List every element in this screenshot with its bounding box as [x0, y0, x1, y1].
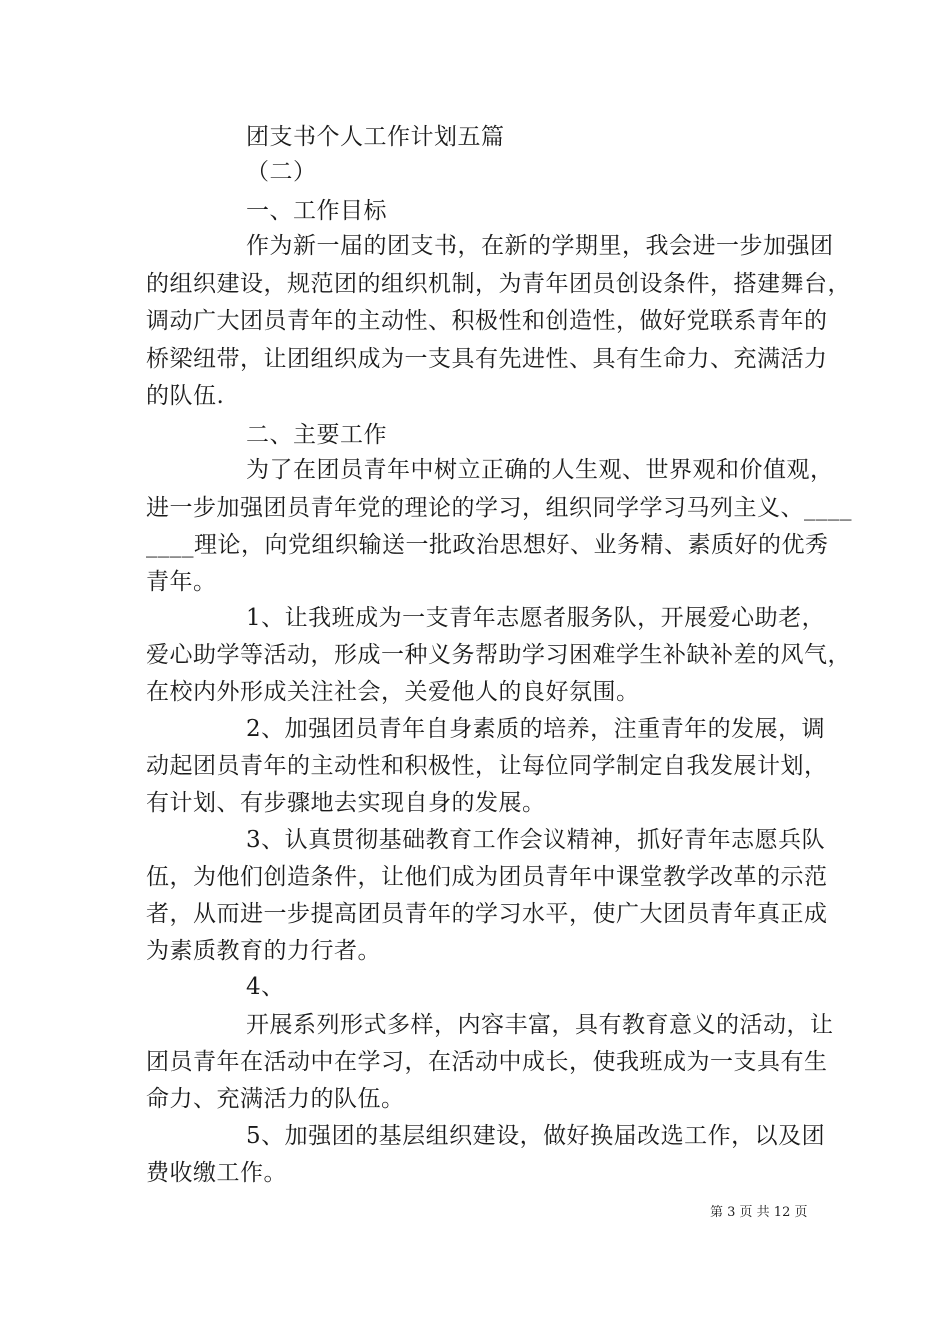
- list-item-line: 3、认真贯彻基础教育工作会议精神，抓好青年志愿兵队: [246, 827, 826, 853]
- list-item-line: 开展系列形式多样，内容丰富，具有教育意义的活动，让: [246, 1012, 834, 1038]
- paragraph-line: ____理论，向党组织输送一批政治思想好、业务精、素质好的优秀: [146, 532, 829, 558]
- list-item-line: 有计划、有步骤地去实现自身的发展。: [146, 790, 546, 816]
- list-item-line: 命力、充满活力的队伍。: [146, 1086, 405, 1112]
- paragraph-line: 的组织建设，规范团的组织机制，为青年团员创设条件，搭建舞台，: [146, 271, 851, 297]
- list-item-line: 2、加强团员青年自身素质的培养，注重青年的发展，调: [246, 716, 826, 742]
- heading-main-work: 二、主要工作: [246, 422, 387, 448]
- list-item-line: 5、加强团的基层组织建设，做好换届改选工作，以及团: [246, 1123, 826, 1149]
- page-number: 第 3 页 共 12 页: [710, 1205, 808, 1220]
- paragraph-line: 调动广大团员青年的主动性、积极性和创造性，做好党联系青年的: [146, 308, 828, 334]
- list-item-line: 动起团员青年的主动性和积极性，让每位同学制定自我发展计划，: [146, 753, 828, 779]
- list-item-number: 4、: [246, 974, 285, 1000]
- list-item-line: 1、让我班成为一支青年志愿者服务队，开展爱心助老，: [246, 605, 826, 631]
- heading-work-goals: 一、工作目标: [246, 198, 387, 224]
- list-item-line: 团员青年在活动中在学习，在活动中成长，使我班成为一支具有生: [146, 1049, 828, 1075]
- section-number: （二）: [246, 159, 317, 185]
- list-item-line: 为素质教育的力行者。: [146, 938, 381, 964]
- paragraph-line: 桥梁纽带，让团组织成为一支具有先进性、具有生命力、充满活力: [146, 346, 828, 372]
- list-item-line: 伍，为他们创造条件，让他们成为团员青年中课堂教学改革的示范: [146, 864, 828, 890]
- paragraph-line: 青年。: [146, 569, 217, 595]
- paragraph-line: 作为新一届的团支书，在新的学期里，我会进一步加强团: [246, 233, 834, 259]
- paragraph-line: 的队伍.: [146, 383, 225, 409]
- list-item-line: 者，从而进一步提高团员青年的学习水平，使广大团员青年真正成: [146, 901, 828, 927]
- list-item-line: 费收缴工作。: [146, 1160, 287, 1186]
- list-item-line: 在校内外形成关注社会，关爱他人的良好氛围。: [146, 679, 640, 705]
- paragraph-line: 进一步加强团员青年党的理论的学习，组织同学学习马列主义、____: [146, 495, 852, 521]
- document-title: 团支书个人工作计划五篇: [246, 124, 505, 150]
- list-item-line: 爱心助学等活动，形成一种义务帮助学习困难学生补缺补差的风气，: [146, 642, 851, 668]
- paragraph-line: 为了在团员青年中树立正确的人生观、世界观和价值观，: [246, 457, 834, 483]
